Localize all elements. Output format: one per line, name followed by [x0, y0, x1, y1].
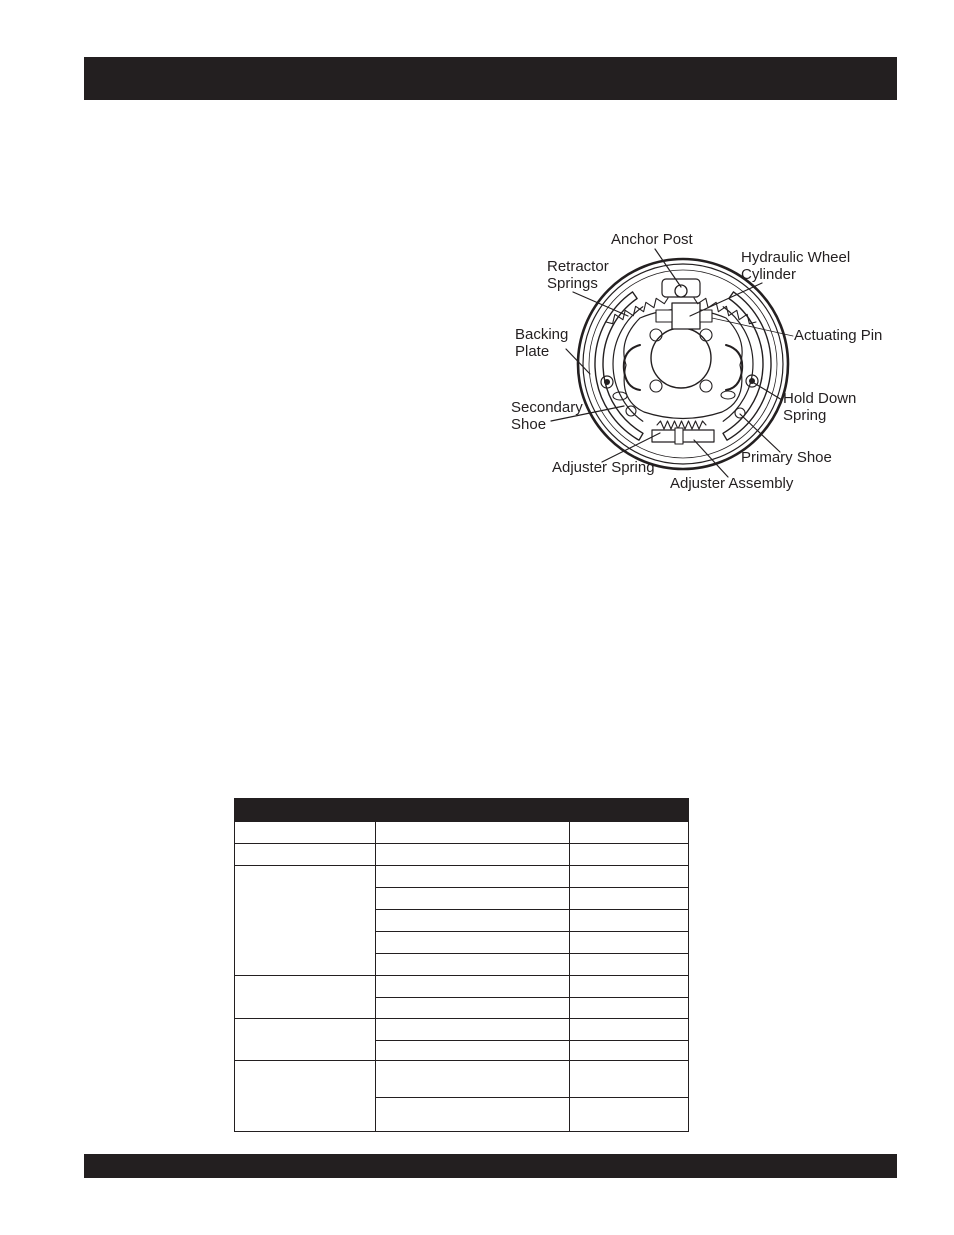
- table-cell: [376, 910, 570, 932]
- table-cell: [570, 998, 689, 1019]
- table-cell: [376, 1041, 570, 1061]
- table-cell: [376, 932, 570, 954]
- table-cell: [376, 1019, 570, 1041]
- table-cell: [376, 954, 570, 976]
- label-hold-down-spring: [783, 390, 856, 424]
- adjuster-star-wheel: [675, 428, 683, 444]
- label-secondary-shoe: [511, 399, 583, 433]
- table-cell: [570, 866, 689, 888]
- table-group-cell: [235, 1019, 376, 1061]
- wheel-cylinder-piston-right: [700, 310, 712, 322]
- table-group-cell: [235, 1061, 376, 1132]
- table-cell: [376, 888, 570, 910]
- table-cell: [570, 1019, 689, 1041]
- page-footer-bar: [84, 1154, 897, 1178]
- table-cell: [570, 1041, 689, 1061]
- table-cell: [570, 954, 689, 976]
- label-text: Backing: [515, 326, 569, 343]
- label-text: Shoe: [511, 416, 547, 433]
- spec-table: [234, 798, 688, 1132]
- label-hydraulic-wheel-cylinder: [741, 249, 850, 283]
- table-header-row: [235, 799, 689, 822]
- label-text: Hydraulic Wheel: [741, 249, 851, 266]
- table-cell: [376, 822, 570, 844]
- table-cell: [570, 888, 689, 910]
- table-cell: [570, 844, 689, 866]
- label-text: Hold Down: [783, 390, 857, 407]
- table-cell: [376, 866, 570, 888]
- table-cell: [235, 844, 376, 866]
- table-cell: [376, 976, 570, 998]
- label-text: Secondary: [511, 399, 583, 416]
- label-text: Plate: [515, 343, 550, 360]
- label-retractor-springs: [547, 258, 609, 292]
- label-text: Actuating Pin: [794, 327, 883, 344]
- label-text: Adjuster Assembly: [670, 475, 794, 492]
- table-cell: [570, 976, 689, 998]
- hold-down-pin-left-center: [605, 380, 610, 385]
- table-cell: [570, 1098, 689, 1132]
- table-cell: [570, 1061, 689, 1098]
- wheel-cylinder: [672, 303, 700, 329]
- label-text: Adjuster Spring: [552, 459, 655, 476]
- table-cell: [570, 822, 689, 844]
- label-text: Cylinder: [741, 266, 797, 283]
- label-backing-plate: [515, 326, 568, 360]
- label-text: Spring: [783, 407, 827, 424]
- label-primary-shoe: [741, 449, 832, 466]
- table-group-cell: [235, 976, 376, 1019]
- table-cell: [376, 998, 570, 1019]
- table-group-cell: [235, 866, 376, 976]
- table-cell: [376, 844, 570, 866]
- table-cell: [570, 910, 689, 932]
- label-adjuster-spring: [552, 459, 655, 476]
- label-adjuster-assembly: [670, 475, 793, 492]
- table-cell: [235, 822, 376, 844]
- label-anchor-post: [611, 231, 693, 248]
- label-actuating-pin: [794, 327, 885, 344]
- label-text: Retractor: [547, 258, 609, 275]
- wheel-cylinder-piston-left: [656, 310, 672, 322]
- label-text: Primary Shoe: [741, 449, 832, 466]
- label-text: Springs: [547, 275, 598, 292]
- table-cell: [570, 932, 689, 954]
- label-text: Anchor Post: [611, 231, 693, 248]
- table-cell: [376, 1061, 570, 1098]
- table-cell: [376, 1098, 570, 1132]
